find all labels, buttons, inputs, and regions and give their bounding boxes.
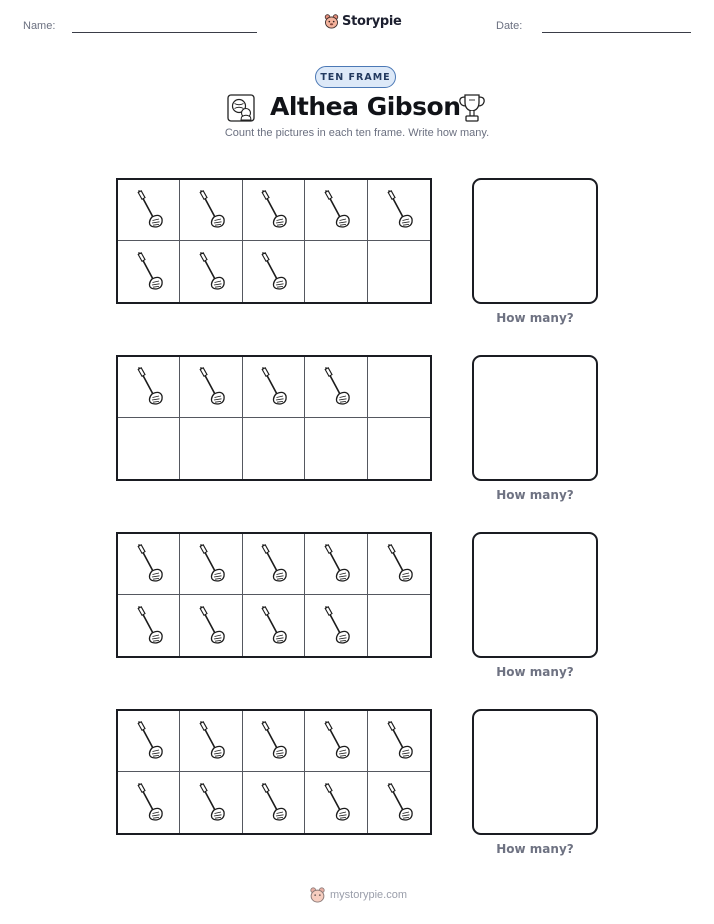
ten-frame (116, 532, 432, 658)
problem-3 (0, 532, 714, 692)
answer-box[interactable] (472, 709, 598, 835)
ten-frame-cell (243, 534, 305, 595)
ten-frame-cell (368, 595, 430, 656)
ten-frame-cell (368, 534, 430, 595)
how-many-label: How many? (496, 665, 574, 679)
ten-frame-cell (118, 711, 180, 772)
golf-club-icon (319, 188, 353, 232)
golf-club-icon (319, 365, 353, 409)
golf-club-icon (132, 781, 166, 825)
answer-box[interactable] (472, 178, 598, 304)
ten-frame-cell (180, 534, 242, 595)
golf-club-icon (132, 604, 166, 648)
golf-club-icon (132, 188, 166, 232)
golf-club-icon (194, 188, 228, 232)
footer-url[interactable]: mystorypie.com (330, 888, 408, 901)
brand-name: Storypie (342, 13, 402, 29)
footer (309, 886, 407, 903)
golf-club-icon (319, 719, 353, 763)
ten-frame-cell (305, 241, 367, 302)
how-many-label: How many? (496, 488, 574, 502)
ten-frame-cell (305, 711, 367, 772)
ten-frame (116, 178, 432, 304)
problem-1 (0, 178, 714, 338)
how-many-label: How many? (496, 311, 574, 325)
ten-frame-cell (118, 772, 180, 833)
golf-club-icon (382, 719, 416, 763)
problem-2 (0, 355, 714, 515)
golf-club-icon (256, 250, 290, 294)
ten-frame-cell (305, 772, 367, 833)
name-label: Name: (23, 20, 56, 32)
golf-club-icon (256, 188, 290, 232)
golf-club-icon (194, 781, 228, 825)
ten-frame-cell (243, 772, 305, 833)
ten-frame-cell (368, 180, 430, 241)
ten-frame-cell (180, 357, 242, 418)
golf-club-icon (256, 604, 290, 648)
golf-club-icon (194, 365, 228, 409)
instructions: Count the pictures in each ten frame. Write how many. (224, 127, 490, 139)
page-title: Althea Gibson (270, 92, 461, 121)
golf-club-icon (194, 542, 228, 586)
problem-4 (0, 709, 714, 869)
ten-frame-cell (118, 595, 180, 656)
date-line[interactable] (542, 32, 691, 33)
golf-club-icon (319, 542, 353, 586)
ten-frame-cell (180, 241, 242, 302)
date-label: Date: (496, 20, 523, 32)
ten-frame-cell (118, 357, 180, 418)
storypie-mascot-icon (324, 13, 339, 29)
golf-club-icon (256, 781, 290, 825)
answer-box[interactable] (472, 532, 598, 658)
ten-frame-cell (305, 180, 367, 241)
golf-club-icon (256, 542, 290, 586)
ten-frame-cell (243, 180, 305, 241)
golf-club-icon (256, 719, 290, 763)
golf-club-icon (382, 542, 416, 586)
golf-club-icon (194, 719, 228, 763)
ten-frame-cell (118, 534, 180, 595)
ten-frame (116, 709, 432, 835)
ten-frame-cell (305, 418, 367, 479)
brand-logo (324, 13, 402, 29)
golf-club-icon (382, 188, 416, 232)
ten-frame-badge: TEN FRAME (315, 66, 396, 88)
ten-frame-cell (180, 180, 242, 241)
ten-frame-cell (180, 772, 242, 833)
golf-club-icon (132, 719, 166, 763)
ten-frame-cell (368, 772, 430, 833)
golf-club-icon (132, 365, 166, 409)
golf-club-icon (256, 365, 290, 409)
ten-frame-cell (305, 595, 367, 656)
ten-frame-cell (243, 357, 305, 418)
golf-club-icon (194, 604, 228, 648)
trophy-icon (456, 92, 488, 128)
ten-frame-cell (243, 711, 305, 772)
golf-club-icon (194, 250, 228, 294)
ten-frame-cell (368, 357, 430, 418)
golf-club-icon (319, 604, 353, 648)
ten-frame (116, 355, 432, 481)
ten-frame-cell (180, 711, 242, 772)
how-many-label: How many? (496, 842, 574, 856)
ten-frame-cell (118, 180, 180, 241)
name-line[interactable] (72, 32, 257, 33)
tennis-player-icon (227, 94, 255, 126)
title-row (0, 92, 714, 124)
ten-frame-cell (243, 418, 305, 479)
ten-frame-cell (368, 241, 430, 302)
golf-club-icon (319, 781, 353, 825)
ten-frame-cell (243, 241, 305, 302)
golf-club-icon (132, 250, 166, 294)
ten-frame-cell (180, 595, 242, 656)
ten-frame-cell (180, 418, 242, 479)
ten-frame-cell (243, 595, 305, 656)
ten-frame-cell (118, 418, 180, 479)
storypie-mascot-icon (309, 886, 326, 903)
golf-club-icon (132, 542, 166, 586)
ten-frame-cell (368, 418, 430, 479)
answer-box[interactable] (472, 355, 598, 481)
ten-frame-cell (118, 241, 180, 302)
golf-club-icon (382, 781, 416, 825)
ten-frame-cell (305, 357, 367, 418)
ten-frame-cell (305, 534, 367, 595)
ten-frame-cell (368, 711, 430, 772)
